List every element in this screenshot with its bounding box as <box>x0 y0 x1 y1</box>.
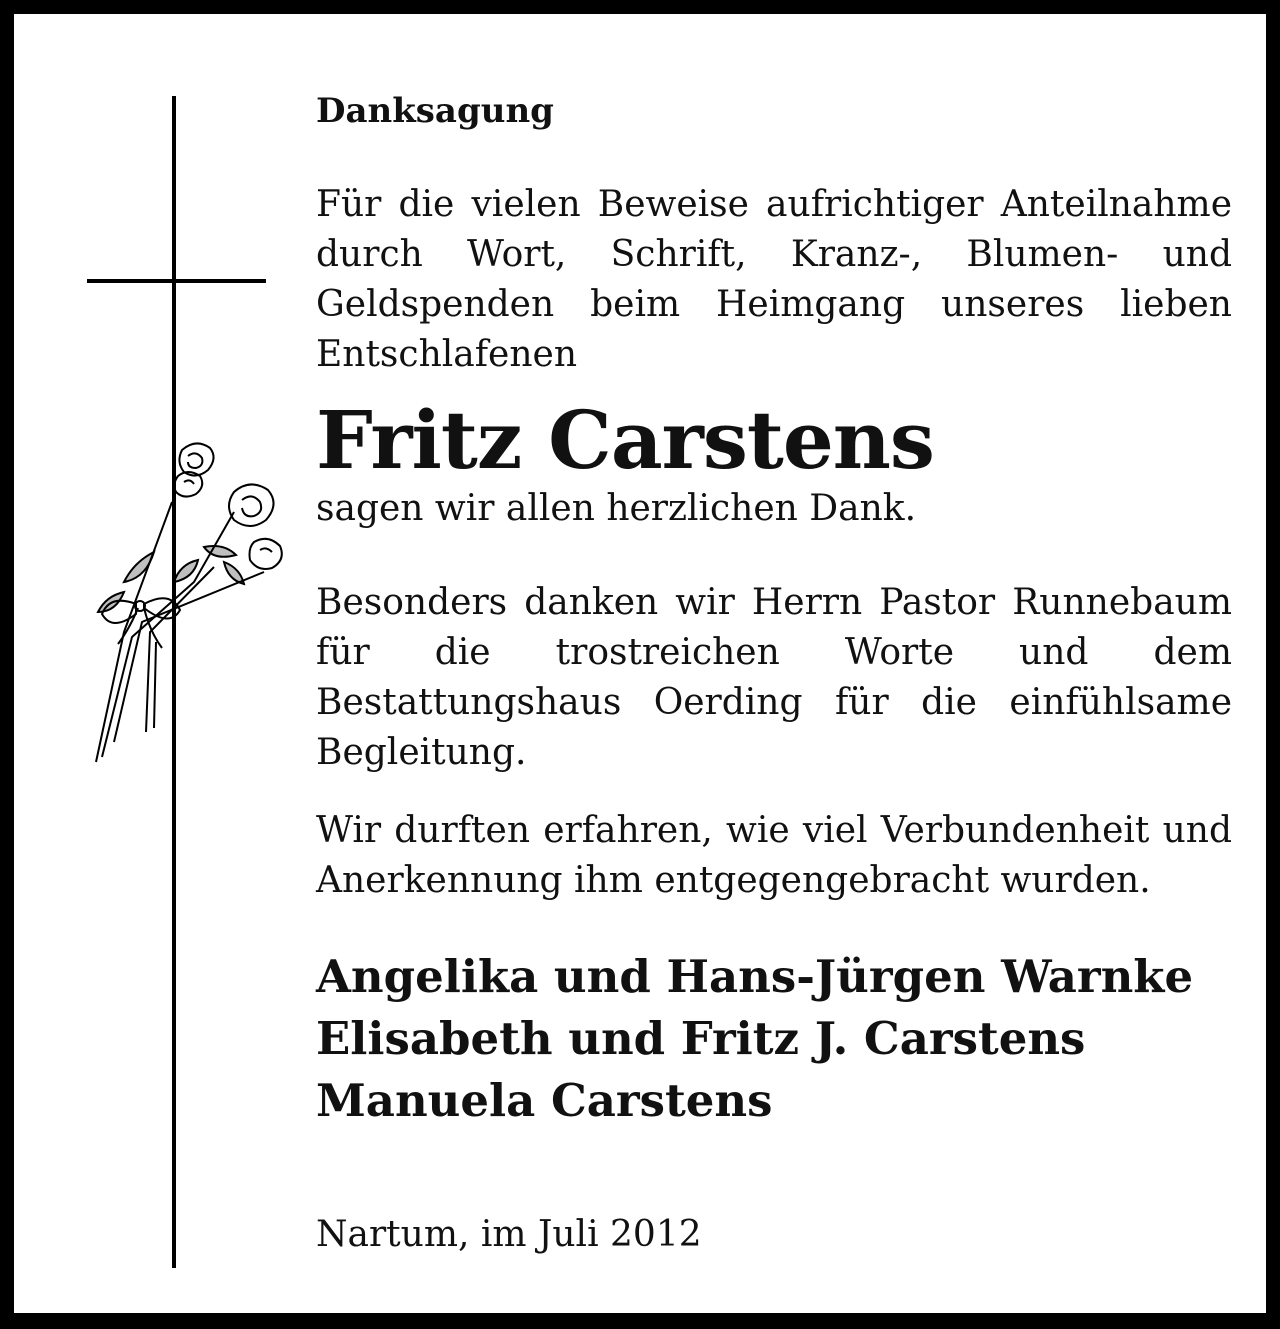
signatory: Elisabeth und Fritz J. Carstens <box>316 1012 1086 1065</box>
signatories <box>316 946 1232 1132</box>
obituary-content <box>316 88 1232 1260</box>
deceased-name: Fritz Carstens <box>316 393 934 487</box>
acknowledgement-paragraph: Besonders danken wir Herrn Pastor Runnebaum für die trostreichen Worte und dem Bestattungshaus Oerding für die einfühlsame Begleitung. <box>316 582 1232 773</box>
signatory: Angelika und Hans-Jürgen Warnke <box>316 950 1194 1003</box>
intro-paragraph: Für die vielen Beweise aufrichtiger Anteilnahme durch Wort, Schrift, Kranz-, Blumen- und Geldspenden beim Heimgang unseres lieben Entschlafenen <box>316 184 1232 375</box>
place-date: Nartum, im Juli 2012 <box>316 1214 702 1255</box>
closing-paragraph: Wir durften erfahren, wie viel Verbundenheit und Anerkennung ihm entgegengebracht wurden. <box>316 810 1232 901</box>
rose-bouquet-icon <box>84 432 299 772</box>
heading: Danksagung <box>316 91 554 131</box>
cross-bar <box>87 279 266 283</box>
signatory: Manuela Carstens <box>316 1074 773 1127</box>
thanks-line: sagen wir allen herzlichen Dank. <box>316 488 917 529</box>
